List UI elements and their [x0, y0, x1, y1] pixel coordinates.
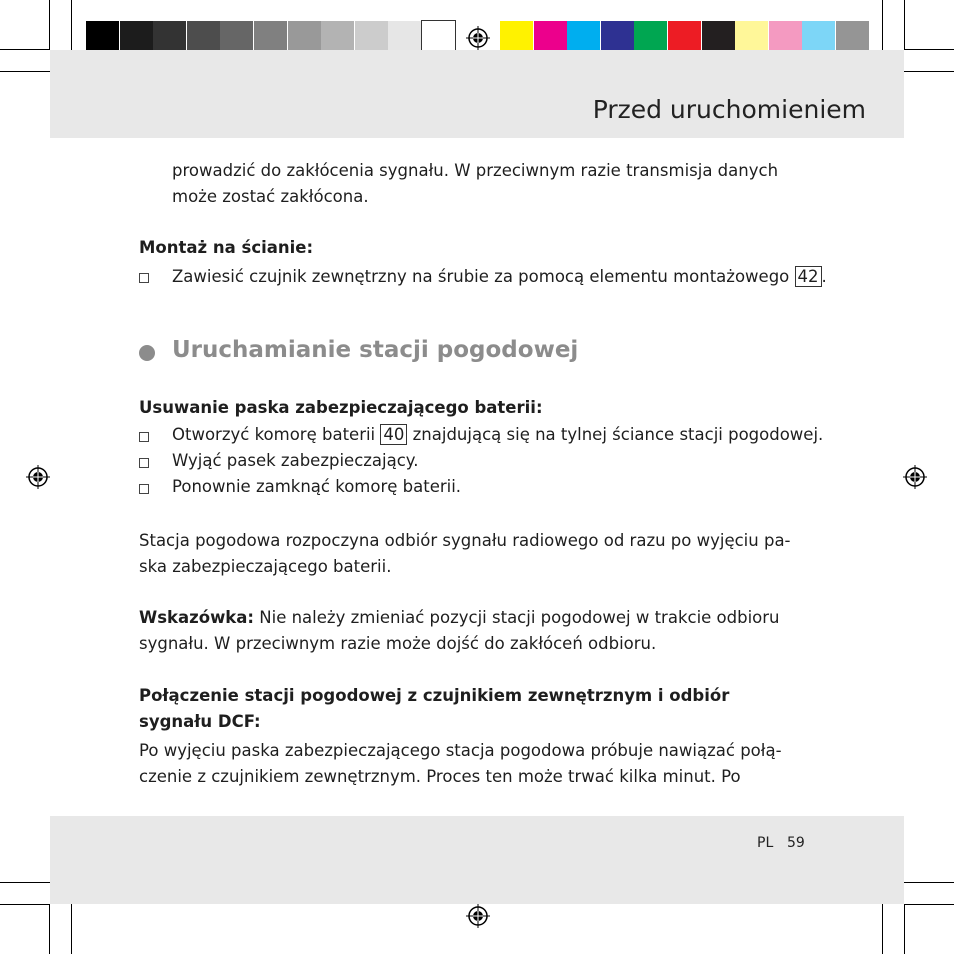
page-number: 59 [787, 835, 805, 851]
registration-mark-icon [466, 904, 490, 928]
list-item [172, 264, 827, 290]
crop-mark [0, 71, 50, 72]
footer-band [50, 816, 904, 904]
list-item [172, 422, 823, 448]
header-band [50, 50, 904, 138]
checkbox-icon [139, 458, 149, 468]
wall-mount-heading: Montaż na ścianie: [139, 238, 314, 257]
paragraph-line: ska zabezpieczającego baterii. [139, 557, 392, 576]
crop-mark [904, 882, 954, 883]
crop-mark [49, 0, 50, 50]
list-item-end: . [821, 267, 827, 286]
continuation-line: prowadzić do zakłócenia sygnału. W przeciwnym razie transmisja danych [172, 161, 779, 180]
registration-mark-icon [903, 465, 927, 489]
crop-mark [71, 0, 72, 50]
paragraph-line: Po wyjęciu paska zabezpieczającego stacja pogodowa próbuje nawiązać połą- [139, 741, 782, 760]
paragraph-line: czenie z czujnikiem zewnętrznym. Proces ten może trwać kilka minut. Po [139, 767, 741, 786]
crop-mark [904, 904, 905, 954]
crop-mark [904, 71, 954, 72]
crop-mark [0, 904, 50, 905]
checkbox-icon [139, 273, 149, 283]
note-label: Wskazówka: [139, 608, 255, 627]
crop-mark [49, 904, 50, 954]
list-item-text: Zawiesić czujnik zewnętrzny na śrubie za pomocą elementu montażowego [172, 267, 790, 286]
checkbox-icon [139, 484, 149, 494]
note-line: sygnału. W przeciwnym razie może dojść do zakłóceń odbioru. [139, 634, 657, 653]
registration-mark-icon [466, 26, 490, 50]
page-title: Przed uruchomieniem [592, 95, 866, 124]
crop-mark [882, 904, 883, 954]
note-line [139, 605, 780, 631]
section-title: Uruchamianie stacji pogodowej [172, 337, 579, 363]
part-reference: 42 [795, 266, 822, 287]
crop-mark [904, 49, 954, 50]
list-item-text: Otworzyć komorę baterii [172, 425, 376, 444]
crop-mark [904, 904, 954, 905]
part-reference: 40 [380, 424, 407, 445]
crop-mark [71, 904, 72, 954]
section-bullet-icon [139, 345, 155, 361]
crop-mark [904, 0, 905, 50]
continuation-line: może zostać zakłócona. [172, 187, 369, 206]
list-item-text: znajdującą się na tylnej ściance stacji pogodowej. [412, 425, 824, 444]
note-text: Nie należy zmieniać pozycji stacji pogodowej w trakcie odbioru [259, 608, 780, 627]
crop-mark [0, 882, 50, 883]
connection-heading: Połączenie stacji pogodowej z czujnikiem zewnętrznym i odbiór [139, 686, 730, 705]
list-item: Ponownie zamknąć komorę baterii. [172, 477, 462, 496]
paragraph-line: Stacja pogodowa rozpoczyna odbiór sygnału radiowego od razu po wyjęciu pa- [139, 531, 791, 550]
battery-strip-heading: Usuwanie paska zabezpieczającego baterii: [139, 398, 543, 417]
registration-mark-icon [26, 465, 50, 489]
language-code: PL [757, 835, 774, 851]
connection-heading: sygnału DCF: [139, 712, 261, 731]
crop-mark [0, 49, 50, 50]
list-item: Wyjąć pasek zabezpieczający. [172, 451, 419, 470]
checkbox-icon [139, 432, 149, 442]
crop-mark [882, 0, 883, 50]
